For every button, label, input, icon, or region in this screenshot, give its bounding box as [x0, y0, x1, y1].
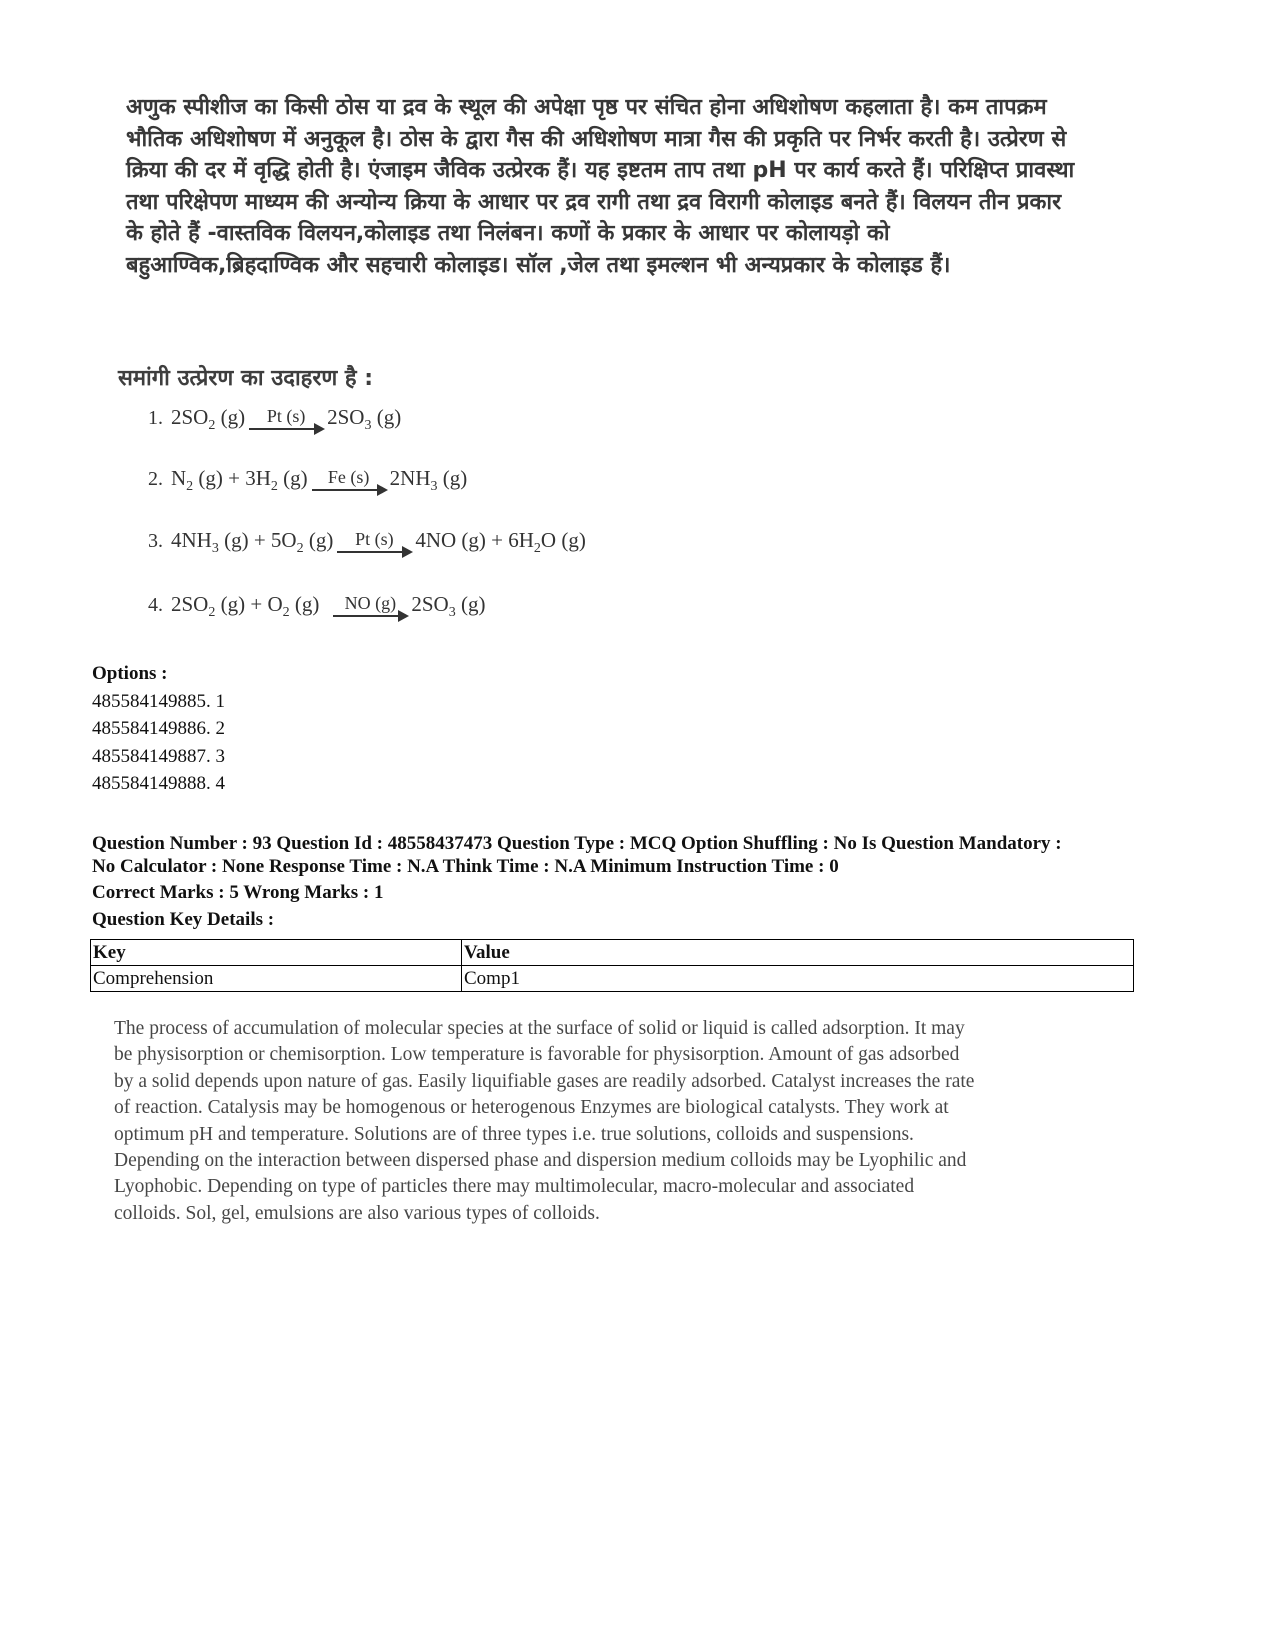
- reaction-arrow: [333, 593, 407, 617]
- passage-line: Lyophobic. Depending on type of particles there may multimolecular, macro-molecular and associated: [114, 1176, 915, 1198]
- option-item: 485584149885. 1: [92, 690, 225, 712]
- reaction-arrow: [249, 406, 323, 430]
- passage-line: Depending on the interaction between dispersed phase and dispersion medium colloids may be Lyophilic and: [114, 1150, 967, 1172]
- passage-line: The process of accumulation of molecular species at the surface of solid or liquid is called adsorption. It may: [114, 1018, 965, 1039]
- equation-1: [148, 405, 401, 432]
- equation-products: $2NH_3$ (g): [389, 466, 468, 494]
- equation-2: [148, 466, 467, 493]
- question-meta: [92, 832, 1172, 878]
- question-meta-line: Question Number : 93 Question Id : 48558437473 Question Type : MCQ Option Shuffling : No Is Question Mandatory :: [92, 833, 1062, 854]
- passage-line: optimum pH and temperature. Solutions are of three types i.e. true solutions, colloids and suspensions.: [114, 1123, 914, 1145]
- table-header-row: [91, 940, 1134, 966]
- equation-number: 1.: [148, 407, 163, 429]
- question-prompt: समांगी उत्प्रेरण का उदाहरण है :: [118, 366, 374, 391]
- question-meta-line: No Calculator : None Response Time : N.A Think Time : N.A Minimum Instruction Time : 0: [92, 856, 839, 877]
- equation-reactants: $N_2$ $(g) + 3H_2$ (g): [171, 466, 308, 494]
- passage-line: भौतिक अधिशोषण में अनुकूल है। ठोस के द्वारा गैस की अधिशोषण मात्रा गैस की प्रकृति पर निर्भर करती है। उत्प्रेरण से: [126, 126, 1067, 152]
- arrow-shaft: [249, 428, 323, 430]
- passage-line: क्रिया की दर में वृद्धि होती है। एंजाइम जैविक उत्प्रेरक हैं। यह इष्टतम ताप तथा pH पर कार्य करते हैं। परिक्षिप्त प्रावस्था: [126, 158, 1075, 183]
- equation-reactants: $2SO_2$ (g): [171, 405, 246, 433]
- equation-products: $2SO_3$ (g): [411, 592, 486, 620]
- marks-line: Correct Marks : 5 Wrong Marks : 1: [92, 882, 384, 903]
- equation-reactants: $4NH_3$ $(g) + 5O_2$ (g): [171, 528, 334, 556]
- arrow-shaft: [312, 489, 386, 491]
- passage-line: by a solid depends upon nature of gas. Easily liquifiable gases are readily adsorbed. Catalyst increases the rate: [114, 1070, 975, 1092]
- passage-line: be physisorption or chemisorption. Low temperature is favorable for physisorption. Amount of gas adsorbed: [114, 1044, 960, 1066]
- equation-products: 4NO $(g) + 6H_2O$ (g): [415, 528, 586, 556]
- passage-line: के होते हैं -वास्तविक विलयन,कोलाइड तथा निलंबन। कणों के प्रकार के आधार पर कोलायड़ो को: [126, 221, 890, 246]
- equation-4: [148, 592, 485, 619]
- arrow-shaft: [333, 615, 407, 617]
- passage-line: बहुआण्विक,ब्रिहदाण्विक और सहचारी कोलाइड। सॉल ,जेल तथा इमल्शन भी अन्यप्रकार के कोलाइड हैं।: [126, 252, 951, 278]
- passage-line: colloids. Sol, gel, emulsions are also various types of colloids.: [114, 1202, 600, 1224]
- reaction-arrow: [337, 529, 411, 553]
- options-list: [92, 660, 225, 798]
- passage-line: तथा परिक्षेपण माध्यम की अन्योन्य क्रिया के आधार पर द्रव रागी तथा द्रव विरागी कोलाइड बनते हैं। विलयन तीन प्रकार: [126, 189, 1062, 215]
- table-header-value: Value: [462, 940, 1134, 966]
- option-item: 485584149887. 3: [92, 745, 225, 767]
- table-header-key: Key: [91, 940, 462, 966]
- equation-3: [148, 528, 586, 555]
- catalyst-label: Pt (s): [266, 406, 306, 426]
- table-cell-value: Comp1: [462, 966, 1134, 992]
- equation-reactants: $2SO_2$ $(g) + O_2$ (g): [171, 592, 320, 620]
- equation-number: 3.: [148, 530, 163, 552]
- option-item: 485584149886. 2: [92, 718, 225, 739]
- key-details-table: [90, 939, 1134, 992]
- arrow-shaft: [337, 551, 411, 553]
- catalyst-label: Fe (s): [327, 467, 370, 487]
- passage-line: अणुक स्पीशीज का किसी ठोस या द्रव के स्थूल की अपेक्षा पृष्ठ पर संचित होना अधिशोषण कहलाता है। कम तापक्रम: [126, 95, 1047, 120]
- equation-number: 2.: [148, 468, 163, 490]
- table-row: [91, 966, 1134, 992]
- passage-line: of reaction. Catalysis may be homogenous or heterogenous Enzymes are biological catalysts. They work at: [114, 1097, 949, 1119]
- equation-number: 4.: [148, 594, 163, 616]
- option-item: 485584149888. 4: [92, 773, 225, 794]
- reaction-arrow: [312, 467, 386, 491]
- hindi-passage-image: [126, 92, 1166, 281]
- table-cell-key: Comprehension: [91, 966, 462, 992]
- english-passage-image: [114, 1016, 1124, 1227]
- options-heading: Options :: [92, 663, 168, 684]
- catalyst-label: Pt (s): [355, 529, 394, 549]
- equation-products: $2SO_3$ (g): [327, 405, 402, 433]
- key-details-heading: Question Key Details :: [92, 909, 275, 930]
- catalyst-label: NO (g): [344, 593, 397, 613]
